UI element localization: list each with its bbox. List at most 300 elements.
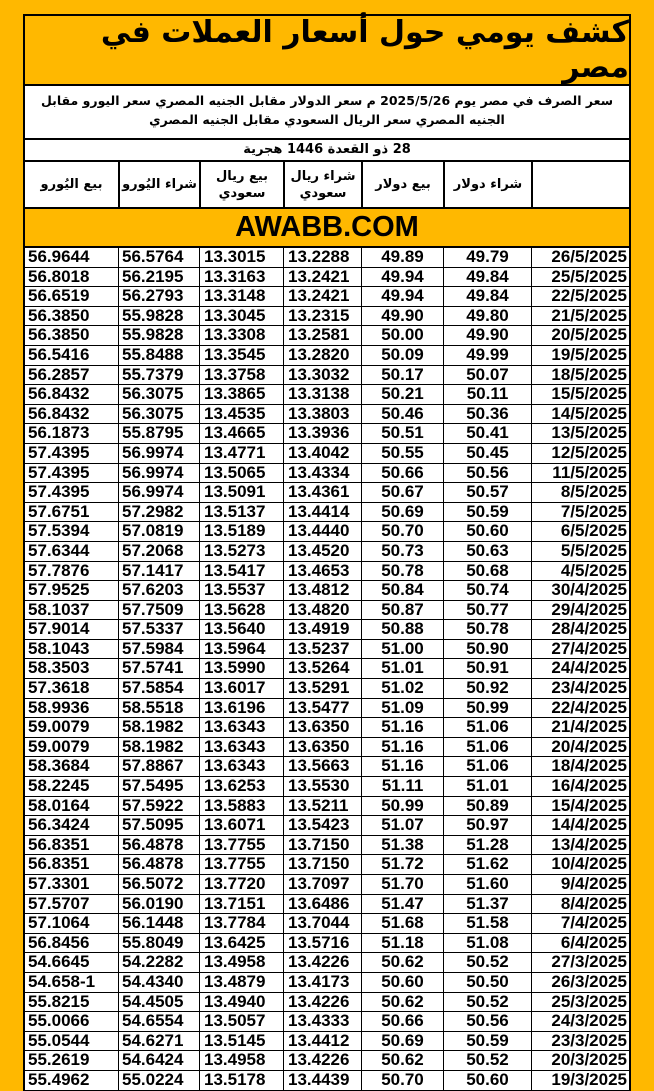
cell-buy-euro: 56.3075: [118, 385, 199, 404]
cell-sell-euro: 56.3850: [28, 326, 90, 345]
cell-sell-riyal: 13.7720: [199, 875, 283, 894]
cell-sell-dollar: 50.66: [361, 464, 443, 483]
cell-buy-euro: 54.6554: [118, 1012, 199, 1031]
table-row: [25, 659, 629, 679]
table-row: [25, 993, 629, 1013]
cell-buy-euro: 56.1448: [118, 914, 199, 933]
cell-buy-dollar: 50.63: [443, 542, 531, 561]
cell-sell-riyal: 13.4879: [199, 973, 283, 992]
cell-buy-dollar: 49.84: [443, 287, 531, 306]
cell-buy-dollar: 51.60: [443, 875, 531, 894]
header-buy-euro: شراء اليُورو: [118, 162, 199, 207]
table-row: [25, 836, 629, 856]
cell-buy-euro: 57.5741: [118, 659, 199, 678]
cell-sell-dollar: 50.69: [361, 1032, 443, 1051]
cell-buy-euro: 56.4878: [118, 855, 199, 874]
cell-buy-dollar: 49.79: [443, 248, 531, 267]
cell-buy-euro: 54.4340: [118, 973, 199, 992]
table-row: [25, 542, 629, 562]
cell-buy-dollar: 51.01: [443, 777, 531, 796]
table-row: [25, 287, 629, 307]
cell-buy-dollar: 50.07: [443, 366, 531, 385]
cell-sell-dollar: 50.78: [361, 562, 443, 581]
table-row: [25, 307, 629, 327]
cell-buy-euro: 55.0224: [118, 1071, 199, 1090]
cell-sell-dollar: 51.47: [361, 895, 443, 914]
cell-buy-dollar: 50.36: [443, 405, 531, 424]
cell-sell-dollar: 50.99: [361, 797, 443, 816]
cell-sell-dollar: 51.07: [361, 816, 443, 835]
cell-buy-euro: 56.5764: [118, 248, 199, 267]
cell-sell-euro: 56.8432: [28, 385, 90, 404]
cell-buy-riyal: 13.2581: [283, 326, 361, 345]
cell-sell-dollar: 50.09: [361, 346, 443, 365]
cell-date: 20/4/2025: [531, 738, 629, 757]
cell-buy-euro: 55.9828: [118, 307, 199, 326]
cell-sell-euro: 58.9936: [28, 698, 90, 717]
cell-sell-dollar: 50.00: [361, 326, 443, 345]
cell-sell-riyal: 13.3015: [199, 248, 283, 267]
cell-date: 19/3/2025: [531, 1071, 629, 1090]
cell-sell-euro: 56.3424: [28, 816, 90, 835]
cell-sell-riyal: 13.7755: [199, 836, 283, 855]
cell-date: 6/4/2025: [531, 934, 629, 953]
cell-buy-euro: 57.2068: [118, 542, 199, 561]
table-row: [25, 268, 629, 288]
cell-sell-euro: 56.1873: [28, 424, 90, 443]
cell-sell-euro: 59.0079: [28, 718, 90, 737]
table-row: [25, 855, 629, 875]
cell-date: 30/4/2025: [531, 581, 629, 600]
cell-sell-riyal: 13.3758: [199, 366, 283, 385]
cell-buy-euro: 56.9974: [118, 483, 199, 502]
cell-sell-euro: 57.3618: [28, 679, 90, 698]
cell-buy-riyal: 13.6486: [283, 895, 361, 914]
cell-date: 26/3/2025: [531, 973, 629, 992]
cell-buy-dollar: 50.11: [443, 385, 531, 404]
table-row: [25, 738, 629, 758]
cell-date: 20/5/2025: [531, 326, 629, 345]
cell-sell-euro: 57.4395: [28, 443, 90, 462]
cell-sell-riyal: 13.5640: [199, 620, 283, 639]
cell-buy-riyal: 13.4412: [283, 1032, 361, 1051]
cell-buy-riyal: 13.4173: [283, 973, 361, 992]
cell-buy-euro: 56.2195: [118, 268, 199, 287]
table-row: [25, 679, 629, 699]
cell-date: 29/4/2025: [531, 601, 629, 620]
cell-buy-dollar: 50.99: [443, 699, 531, 718]
cell-sell-dollar: 51.16: [361, 738, 443, 757]
cell-buy-euro: 56.3075: [118, 405, 199, 424]
cell-sell-dollar: 50.21: [361, 385, 443, 404]
cell-buy-dollar: 50.56: [443, 464, 531, 483]
header-buy-riyal: شراء ريال سعودي: [283, 162, 361, 207]
cell-buy-euro: 57.5984: [118, 640, 199, 659]
cell-sell-riyal: 13.4958: [199, 1051, 283, 1070]
table-row: [25, 797, 629, 817]
cell-sell-euro: 56.8456: [28, 933, 90, 952]
cell-buy-dollar: 50.52: [443, 1051, 531, 1070]
cell-sell-dollar: 49.94: [361, 268, 443, 287]
cell-buy-dollar: 49.99: [443, 346, 531, 365]
cell-date: 13/5/2025: [531, 424, 629, 443]
cell-sell-dollar: 50.88: [361, 620, 443, 639]
table-row: [25, 816, 629, 836]
cell-buy-riyal: 13.5477: [283, 699, 361, 718]
cell-buy-dollar: 50.56: [443, 1012, 531, 1031]
cell-buy-dollar: 50.77: [443, 601, 531, 620]
cell-buy-dollar: 50.74: [443, 581, 531, 600]
cell-buy-riyal: 13.4361: [283, 483, 361, 502]
cell-buy-dollar: 50.89: [443, 797, 531, 816]
cell-date: 22/5/2025: [531, 287, 629, 306]
cell-buy-dollar: 51.28: [443, 836, 531, 855]
cell-sell-riyal: 13.5189: [199, 522, 283, 541]
cell-buy-dollar: 49.80: [443, 307, 531, 326]
table-row: [25, 640, 629, 660]
cell-sell-dollar: 51.16: [361, 718, 443, 737]
cell-buy-riyal: 13.5530: [283, 777, 361, 796]
cell-buy-euro: 55.8795: [118, 424, 199, 443]
table-row: [25, 1051, 629, 1071]
cell-sell-riyal: 13.3163: [199, 268, 283, 287]
cell-date: 7/4/2025: [531, 914, 629, 933]
cell-buy-dollar: 50.60: [443, 1071, 531, 1090]
table-row: [25, 777, 629, 797]
cell-sell-dollar: 50.60: [361, 973, 443, 992]
cell-buy-euro: 54.6271: [118, 1032, 199, 1051]
cell-buy-dollar: 50.57: [443, 483, 531, 502]
cell-sell-euro: 58.0164: [28, 796, 90, 815]
cell-buy-riyal: 13.4439: [283, 1071, 361, 1090]
table-row: [25, 464, 629, 484]
header-sell-dollar: بيع دولار: [361, 162, 443, 207]
cell-sell-riyal: 13.6071: [199, 816, 283, 835]
cell-buy-euro: 57.5095: [118, 816, 199, 835]
cell-buy-riyal: 13.5663: [283, 757, 361, 776]
table-row: [25, 366, 629, 386]
cell-buy-riyal: 13.2421: [283, 268, 361, 287]
cell-sell-euro: 58.1043: [28, 639, 90, 658]
table-row: [25, 757, 629, 777]
cell-sell-riyal: 13.4958: [199, 953, 283, 972]
cell-date: 8/4/2025: [531, 895, 629, 914]
cell-sell-dollar: 50.87: [361, 601, 443, 620]
cell-sell-dollar: 51.09: [361, 699, 443, 718]
table-row: [25, 699, 629, 719]
cell-sell-dollar: 49.90: [361, 307, 443, 326]
cell-sell-euro: 55.0066: [28, 1012, 90, 1031]
cell-buy-riyal: 13.4812: [283, 581, 361, 600]
cell-sell-euro: 56.6519: [28, 287, 90, 306]
cell-sell-riyal: 13.7755: [199, 855, 283, 874]
cell-buy-riyal: 13.4042: [283, 444, 361, 463]
cell-sell-dollar: 49.94: [361, 287, 443, 306]
cell-buy-riyal: 13.7150: [283, 836, 361, 855]
table-row: [25, 601, 629, 621]
cell-buy-dollar: 49.84: [443, 268, 531, 287]
cell-date: 26/5/2025: [531, 248, 629, 267]
cell-sell-dollar: 51.68: [361, 914, 443, 933]
cell-date: 5/5/2025: [531, 542, 629, 561]
cell-buy-dollar: 51.08: [443, 934, 531, 953]
cell-sell-dollar: 50.66: [361, 1012, 443, 1031]
cell-buy-euro: 57.5337: [118, 620, 199, 639]
cell-sell-riyal: 13.5417: [199, 562, 283, 581]
cell-sell-euro: 55.8215: [28, 992, 90, 1011]
table-row: [25, 620, 629, 640]
table-row: [25, 934, 629, 954]
cell-buy-riyal: 13.5264: [283, 659, 361, 678]
cell-buy-euro: 54.4505: [118, 993, 199, 1012]
cell-buy-dollar: 51.06: [443, 718, 531, 737]
table-row: [25, 483, 629, 503]
cell-sell-riyal: 13.3865: [199, 385, 283, 404]
cell-buy-euro: 57.5854: [118, 679, 199, 698]
cell-buy-riyal: 13.4440: [283, 522, 361, 541]
cell-date: 7/5/2025: [531, 503, 629, 522]
cell-sell-euro: 57.6344: [28, 541, 90, 560]
cell-date: 8/5/2025: [531, 483, 629, 502]
cell-buy-dollar: 50.92: [443, 679, 531, 698]
cell-buy-riyal: 13.4820: [283, 601, 361, 620]
cell-sell-riyal: 13.5091: [199, 483, 283, 502]
cell-sell-euro: 56.8351: [28, 855, 90, 874]
cell-sell-dollar: 50.67: [361, 483, 443, 502]
cell-sell-euro: 57.4395: [28, 463, 90, 482]
cell-sell-riyal: 13.3148: [199, 287, 283, 306]
cell-sell-euro: 54.658-1: [28, 972, 96, 991]
cell-sell-euro: 55.0544: [28, 1031, 90, 1050]
cell-sell-euro: 57.5707: [28, 894, 90, 913]
hijri-date: 28 ذو القعدة 1446 هجرية: [23, 140, 631, 162]
cell-buy-euro: 58.1982: [118, 718, 199, 737]
cell-buy-euro: 55.7379: [118, 366, 199, 385]
cell-sell-riyal: 13.5964: [199, 640, 283, 659]
cell-buy-dollar: 50.52: [443, 993, 531, 1012]
cell-sell-riyal: 13.4665: [199, 424, 283, 443]
cell-date: 25/5/2025: [531, 268, 629, 287]
cell-buy-euro: 58.1982: [118, 738, 199, 757]
cell-sell-dollar: 51.38: [361, 836, 443, 855]
header-sell-euro: بيع اليُورو: [40, 177, 103, 192]
rates-sheet: [23, 14, 631, 1091]
cell-buy-dollar: 50.68: [443, 562, 531, 581]
table-row: [25, 522, 629, 542]
table-row: [25, 875, 629, 895]
cell-buy-riyal: 13.4226: [283, 1051, 361, 1070]
cell-date: 10/4/2025: [531, 855, 629, 874]
table-row: [25, 424, 629, 444]
table-row: [25, 718, 629, 738]
cell-buy-riyal: 13.4226: [283, 953, 361, 972]
cell-date: 16/4/2025: [531, 777, 629, 796]
cell-buy-euro: 54.2282: [118, 953, 199, 972]
description: سعر الصرف في مصر يوم 2025/5/26 م سعر الدولار مقابل الجنيه المصري سعر اليورو مقابل الجنيه المصري سعر الريال السعودي مقابل الجنيه المصري: [23, 86, 631, 140]
cell-sell-euro: 59.0079: [28, 737, 90, 756]
table-row: [25, 562, 629, 582]
cell-buy-dollar: 50.90: [443, 640, 531, 659]
cell-sell-dollar: 50.62: [361, 993, 443, 1012]
cell-buy-dollar: 50.60: [443, 522, 531, 541]
cell-buy-riyal: 13.5716: [283, 934, 361, 953]
cell-buy-euro: 56.2793: [118, 287, 199, 306]
cell-date: 23/4/2025: [531, 679, 629, 698]
table-row: [25, 953, 629, 973]
cell-buy-euro: 57.8867: [118, 757, 199, 776]
cell-buy-riyal: 13.4333: [283, 1012, 361, 1031]
cell-sell-riyal: 13.3545: [199, 346, 283, 365]
cell-sell-euro: 56.5416: [28, 345, 90, 364]
cell-date: 27/3/2025: [531, 953, 629, 972]
cell-sell-euro: 54.6645: [28, 953, 90, 972]
cell-sell-dollar: 50.73: [361, 542, 443, 561]
cell-buy-riyal: 13.4520: [283, 542, 361, 561]
cell-buy-riyal: 13.6350: [283, 738, 361, 757]
cell-sell-dollar: 51.72: [361, 855, 443, 874]
cell-sell-riyal: 13.6196: [199, 699, 283, 718]
site-banner: AWABB.COM: [23, 209, 631, 248]
cell-sell-euro: 57.9525: [28, 581, 90, 600]
cell-buy-riyal: 13.7097: [283, 875, 361, 894]
cell-sell-dollar: 50.51: [361, 424, 443, 443]
cell-buy-euro: 57.5922: [118, 797, 199, 816]
cell-buy-riyal: 13.2288: [283, 248, 361, 267]
cell-sell-dollar: 50.69: [361, 503, 443, 522]
cell-sell-dollar: 49.89: [361, 248, 443, 267]
cell-buy-euro: 58.5518: [118, 699, 199, 718]
cell-sell-euro: 57.6751: [28, 502, 90, 521]
cell-buy-riyal: 13.7150: [283, 855, 361, 874]
cell-sell-euro: 56.2857: [28, 365, 90, 384]
cell-buy-riyal: 13.5423: [283, 816, 361, 835]
cell-buy-riyal: 13.5291: [283, 679, 361, 698]
cell-date: 18/5/2025: [531, 366, 629, 385]
cell-sell-riyal: 13.4771: [199, 444, 283, 463]
cell-buy-dollar: 50.91: [443, 659, 531, 678]
cell-buy-riyal: 13.4226: [283, 993, 361, 1012]
cell-sell-riyal: 13.7784: [199, 914, 283, 933]
cell-sell-riyal: 13.6017: [199, 679, 283, 698]
cell-sell-riyal: 13.6343: [199, 757, 283, 776]
cell-buy-euro: 55.9828: [118, 326, 199, 345]
cell-sell-riyal: 13.3308: [199, 326, 283, 345]
cell-sell-riyal: 13.6425: [199, 934, 283, 953]
table-row: [25, 444, 629, 464]
cell-sell-riyal: 13.5178: [199, 1071, 283, 1090]
cell-buy-dollar: 51.58: [443, 914, 531, 933]
cell-sell-euro: 58.1037: [28, 600, 90, 619]
cell-sell-riyal: 13.6253: [199, 777, 283, 796]
cell-buy-euro: 56.0190: [118, 895, 199, 914]
cell-buy-riyal: 13.2820: [283, 346, 361, 365]
cell-buy-dollar: 50.78: [443, 620, 531, 639]
cell-sell-euro: 55.2619: [28, 1051, 90, 1070]
cell-sell-dollar: 51.70: [361, 875, 443, 894]
cell-buy-euro: 56.9974: [118, 464, 199, 483]
cell-date: 18/4/2025: [531, 757, 629, 776]
cell-date: 15/4/2025: [531, 797, 629, 816]
header-buy-dollar: شراء دولار: [443, 162, 531, 207]
cell-date: 24/3/2025: [531, 1012, 629, 1031]
cell-sell-riyal: 13.5057: [199, 1012, 283, 1031]
cell-buy-euro: 55.8049: [118, 934, 199, 953]
cell-buy-riyal: 13.6350: [283, 718, 361, 737]
cell-sell-dollar: 51.18: [361, 934, 443, 953]
table-row: [25, 914, 629, 934]
cell-sell-euro: 57.3301: [28, 875, 90, 893]
cell-sell-riyal: 13.5537: [199, 581, 283, 600]
cell-sell-dollar: 50.84: [361, 581, 443, 600]
cell-buy-dollar: 50.52: [443, 953, 531, 972]
cell-date: 25/3/2025: [531, 993, 629, 1012]
cell-buy-dollar: 49.90: [443, 326, 531, 345]
cell-sell-dollar: 50.55: [361, 444, 443, 463]
cell-date: 9/4/2025: [531, 875, 629, 894]
cell-sell-riyal: 13.5145: [199, 1032, 283, 1051]
cell-sell-riyal: 13.5065: [199, 464, 283, 483]
cell-sell-dollar: 50.62: [361, 953, 443, 972]
cell-sell-euro: 56.3850: [28, 306, 90, 325]
cell-date: 24/4/2025: [531, 659, 629, 678]
cell-sell-dollar: 50.46: [361, 405, 443, 424]
cell-buy-riyal: 13.4334: [283, 464, 361, 483]
table-row: [25, 326, 629, 346]
cell-buy-riyal: 13.4414: [283, 503, 361, 522]
cell-sell-riyal: 13.3045: [199, 307, 283, 326]
cell-sell-euro: 56.8432: [28, 404, 90, 423]
cell-buy-euro: 57.2982: [118, 503, 199, 522]
cell-buy-riyal: 13.4919: [283, 620, 361, 639]
cell-buy-euro: 56.5072: [118, 875, 199, 894]
cell-date: 20/3/2025: [531, 1051, 629, 1070]
cell-date: 14/4/2025: [531, 816, 629, 835]
cell-buy-dollar: 51.06: [443, 757, 531, 776]
page-title: كشف يومي حول أسعار العملات في مصر: [23, 14, 631, 86]
cell-buy-dollar: 51.62: [443, 855, 531, 874]
cell-date: 11/5/2025: [531, 464, 629, 483]
cell-sell-euro: 58.3684: [28, 757, 90, 776]
header-sell-riyal: بيع ريال سعودي: [199, 162, 283, 207]
table-row: [25, 581, 629, 601]
cell-buy-riyal: 13.3936: [283, 424, 361, 443]
table-row: [25, 346, 629, 366]
cell-sell-riyal: 13.5137: [199, 503, 283, 522]
cell-sell-riyal: 13.7151: [199, 895, 283, 914]
cell-sell-riyal: 13.6343: [199, 738, 283, 757]
cell-sell-riyal: 13.5273: [199, 542, 283, 561]
cell-sell-riyal: 13.4535: [199, 405, 283, 424]
cell-buy-riyal: 13.2315: [283, 307, 361, 326]
table-row: [25, 385, 629, 405]
cell-sell-euro: 58.3503: [28, 659, 90, 678]
cell-sell-dollar: 51.01: [361, 659, 443, 678]
table-row: [25, 895, 629, 915]
cell-sell-riyal: 13.4940: [199, 993, 283, 1012]
cell-sell-dollar: 51.00: [361, 640, 443, 659]
cell-date: 14/5/2025: [531, 405, 629, 424]
header-date: [531, 162, 629, 207]
cell-buy-riyal: 13.5211: [283, 797, 361, 816]
cell-buy-riyal: 13.5237: [283, 640, 361, 659]
cell-date: 15/5/2025: [531, 385, 629, 404]
cell-sell-euro: 57.4395: [28, 483, 90, 502]
cell-buy-riyal: 13.3803: [283, 405, 361, 424]
cell-sell-euro: 55.4962: [28, 1070, 90, 1089]
table-row: [25, 1071, 629, 1091]
cell-sell-euro: 56.9644: [28, 248, 90, 266]
rates-table: [23, 248, 631, 1091]
